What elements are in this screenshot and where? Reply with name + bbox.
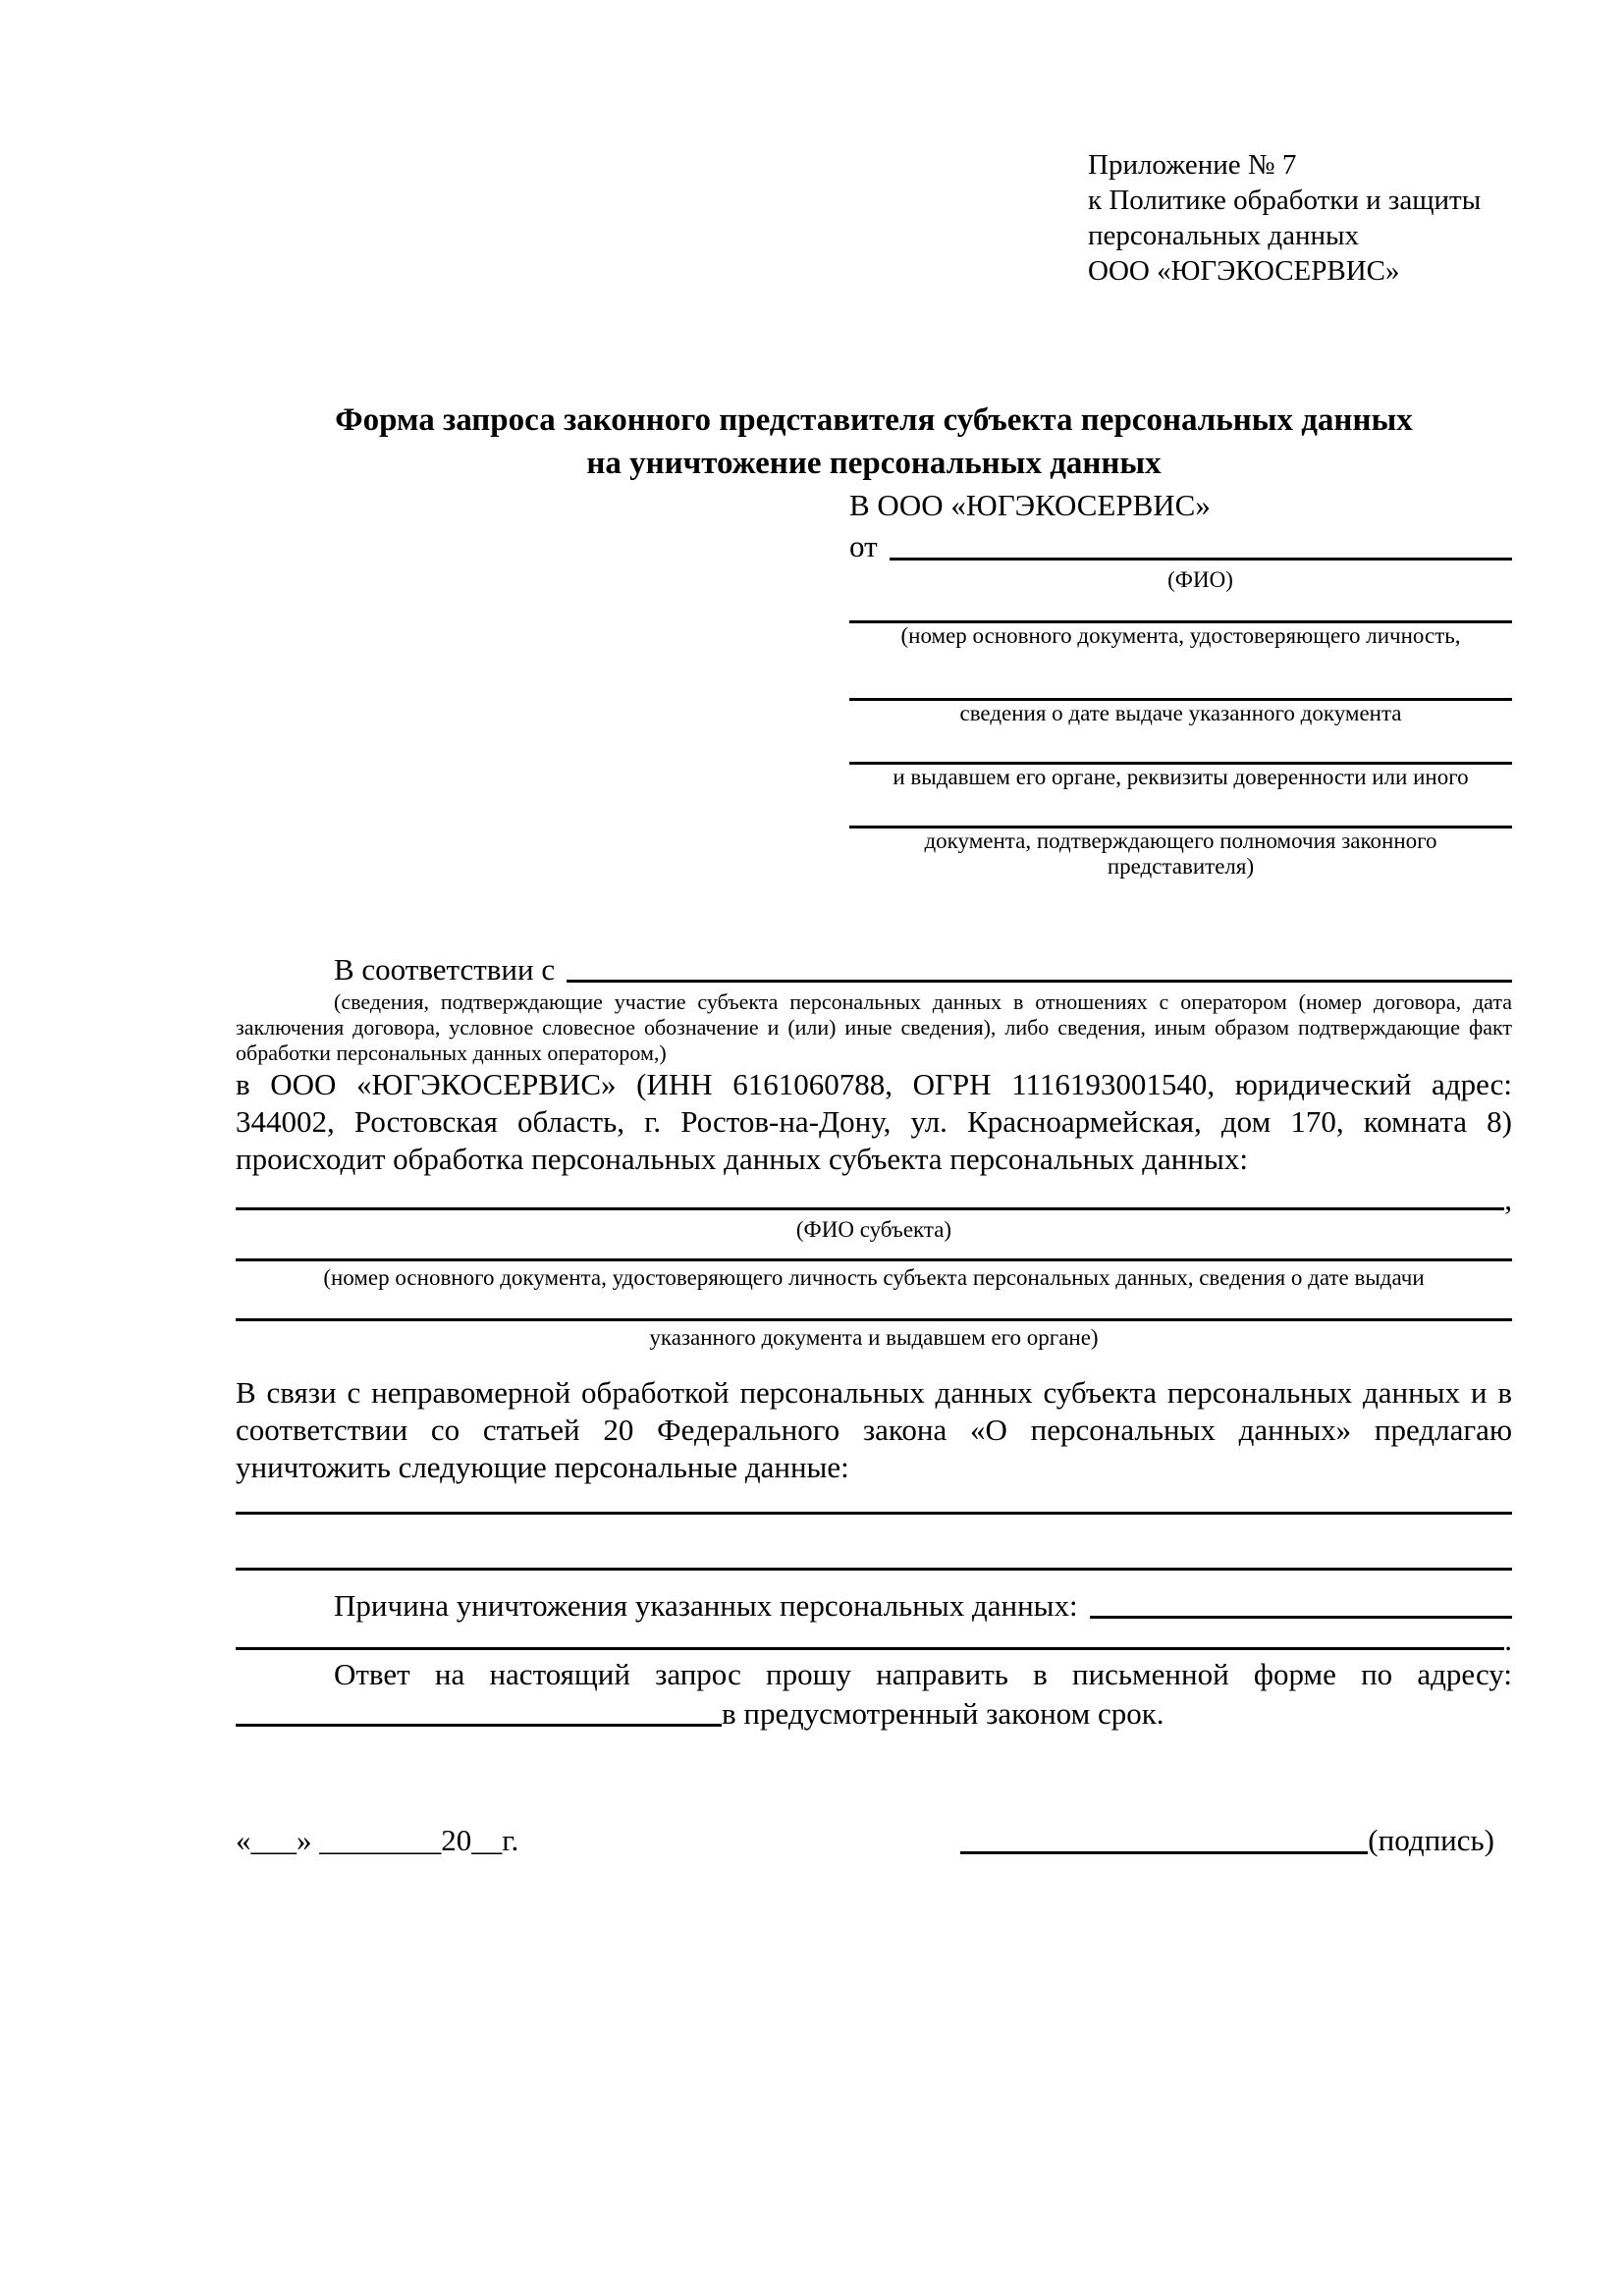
rep-field-caption: сведения о дате выдаче указанного документа [959,701,1402,725]
signature-caption: (подпись) [1368,1823,1494,1857]
blank-line-2 [236,1568,1512,1571]
addressee-org: В ООО «ЮГЭКОСЕРВИС» [849,488,1211,522]
appendix-block [1088,147,1512,289]
reason-period: . [1504,1623,1512,1657]
subject-doc-line-1 [236,1258,1512,1261]
answer-sentence: Ответ на настоящий запрос прошу направить в письменной форме по адресу: [334,1657,1512,1691]
appendix-line: персональных данных [1088,220,1360,251]
rep-field [849,698,1512,726]
subject-doc-caption-2: указанного документа и выдавшем его органе) [649,1325,1099,1350]
rep-field-caption: документа, подтверждающего полномочия законного представителя) [924,828,1437,879]
accordance-fill-line [567,950,1512,983]
fio-caption: (ФИО) [1167,567,1233,592]
subject-fio-caption: (ФИО субъекта) [795,1217,952,1242]
accordance-note: (сведения, подтверждающие участие субъекта персональных данных в отношениях с оператором (номер договора, дата заключения договора, условное словесное обозначение и (или) иные сведения), либо сведения, иным образом подтверждающие факт обработки персональных данных оператором,) [236,989,1512,1065]
reason-row [236,1586,1512,1626]
subject-doc-caption-1: (номер основного документа, удостоверяющего личность субъекта персональных данных, сведения о дате выдачи [323,1265,1425,1290]
signature-line [960,1820,1368,1854]
form-title-line-1: Форма запроса законного представителя субъекта персональных данных [335,402,1413,438]
accordance-label: В соответствии с [334,952,556,987]
form-title-line-2: на уничтожение персональных данных [586,446,1162,481]
signature-group [960,1820,1494,1861]
reason-label: Причина уничтожения указанных персональных данных: [334,1588,1078,1623]
from-label: от [849,529,878,563]
from-fill-line [890,526,1512,561]
rep-field-caption: и выдавшем его органе, реквизиты доверенности или иного [893,765,1469,789]
rep-field-caption: (номер основного документа, удостоверяющего личность, [900,623,1461,648]
subject-fio-comma: , [1504,1182,1512,1216]
rep-field [849,826,1512,880]
demand-paragraph: В связи с неправомерной обработкой персональных данных субъекта персональных данных и в соответствии со статьей 20 Федерального закона «О персональных данных» предлагаю уничтожить следующие персональные данные: [236,1375,1512,1484]
addressee-block [849,485,1512,880]
rep-field [849,762,1512,790]
subject-fio-row [236,1182,1512,1217]
appendix-line: к Политике обработки и защиты [1088,185,1482,216]
rep-field [849,620,1512,649]
footer-row [236,1820,1512,1861]
address-fill-line [236,1694,722,1727]
date-line: «___» ________20__г. [236,1823,519,1857]
subject-fio-line [236,1182,1504,1210]
operator-paragraph: в ООО «ЮГЭКОСЕРВИС» (ИНН 6161060788, ОГРН 1116193001540, юридический адрес: 344002, Ростовская область, г. Ростов-на-Дону, ул. Красноармейская, дом 170, комната 8) происходит обработка персональных данных субъекта персональных данных: [236,1067,1512,1176]
form-title [236,399,1512,485]
reason-fill-line [1090,1586,1512,1619]
answer-tail-row [236,1694,1512,1734]
reason-continuation-row [236,1623,1512,1657]
subject-doc-line-2 [236,1318,1512,1321]
appendix-line: Приложение № 7 [1088,149,1297,181]
accordance-row [236,950,1512,989]
from-row [849,526,1512,567]
reason-continuation-line [236,1626,1504,1650]
answer-tail-text: в предусмотренный законом срок. [722,1696,1164,1731]
appendix-line: ООО «ЮГЭКОСЕРВИС» [1088,255,1400,287]
blank-line-1 [236,1512,1512,1515]
